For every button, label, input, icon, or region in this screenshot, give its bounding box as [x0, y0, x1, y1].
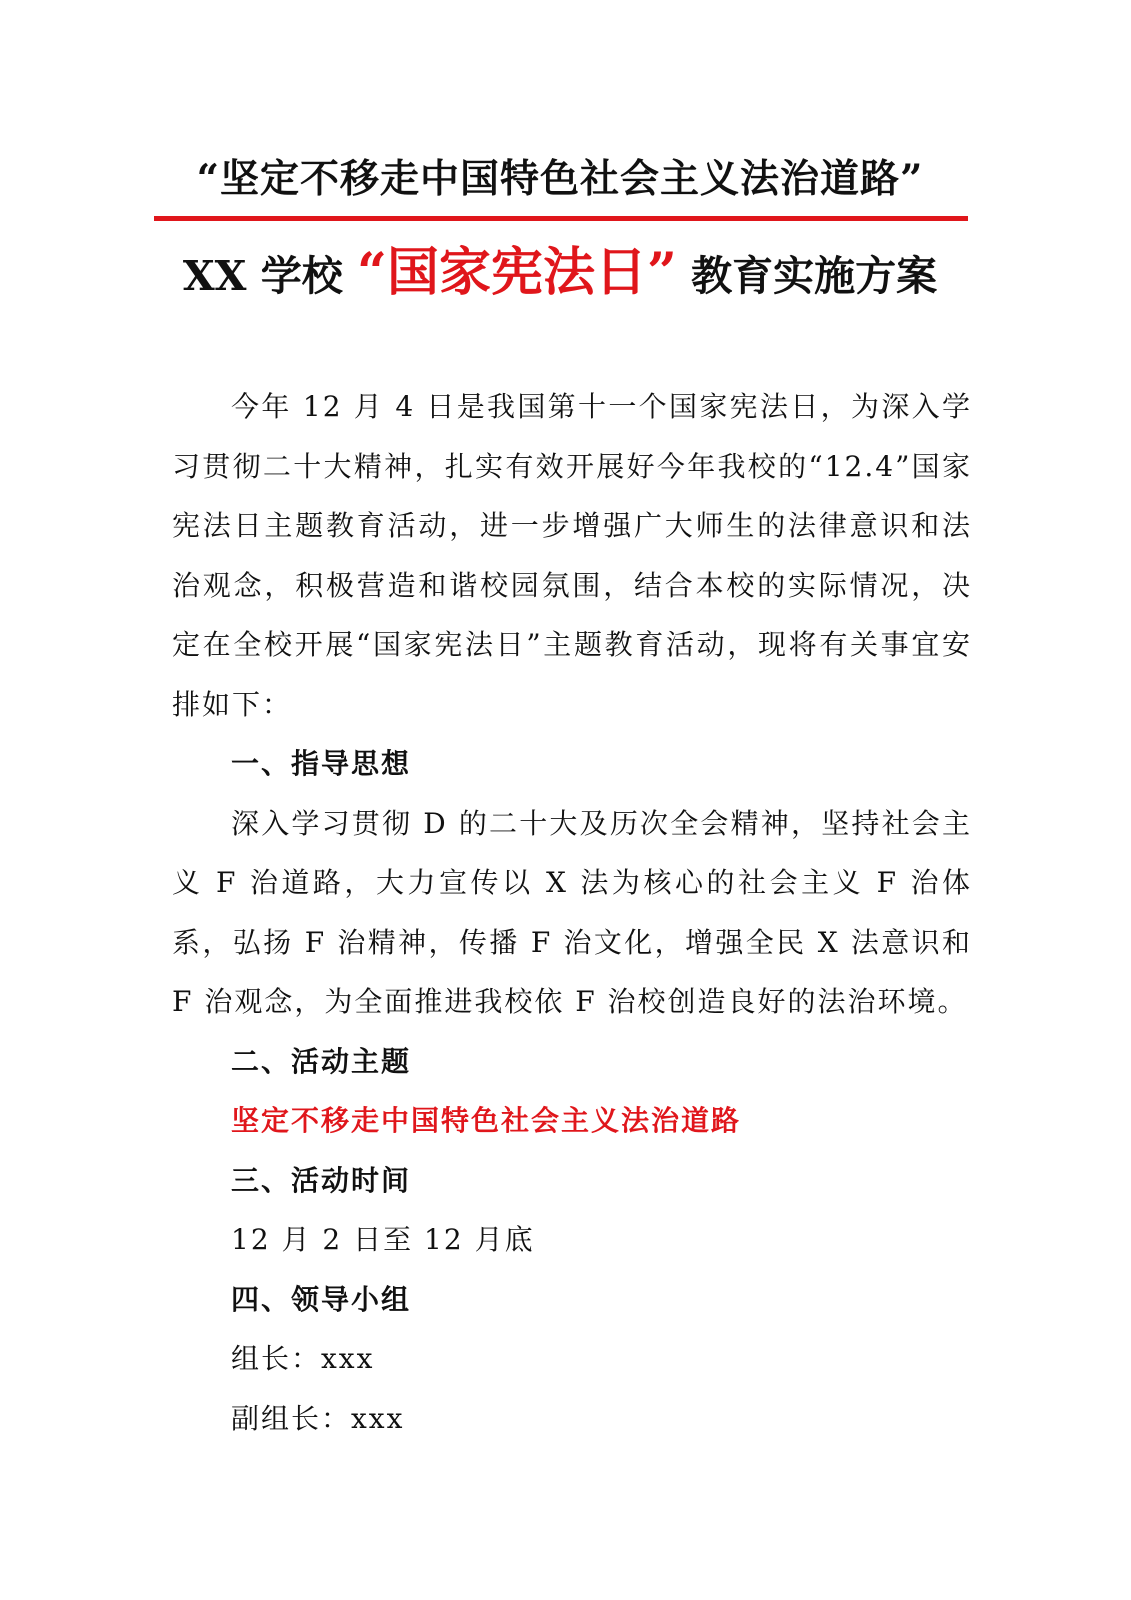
document-title-line-1: “坚定不移走中国特色社会主义法治道路” [196, 156, 924, 202]
document-title-line-2 [150, 238, 970, 311]
document-body [172, 377, 972, 1448]
section-heading-group: 四、领导小组 [231, 1282, 412, 1316]
deputy-leader-text: 副组长：xxx [231, 1401, 405, 1435]
guiding-paragraph: 深入学习贯彻 D 的二十大及历次全会精神，坚持社会主义 F 治道路，大力宣传以 X 法为核心的社会主义 F 治体系，弘扬 F 治精神，传播 F 治文化，增强全民 X 法意识和 F 治观念，为全面推进我校依 F 治校创造良好的法治环境。 [172, 806, 972, 1018]
theme-text: 坚定不移走中国特色社会主义法治道路 [231, 1104, 742, 1137]
intro-paragraph: 今年 12 月 4 日是我国第十一个国家宪法日，为深入学习贯彻二十大精神，扎实有效开展好今年我校的“12.4”国家宪法日主题教育活动，进一步增强广大师生的法律意识和法治观念，积极营造和谐校园氛围，结合本校的实际情况，决定在全校开展“国家宪法日”主题教育活动，现将有关事宜安排如下： [172, 390, 972, 721]
section-heading-time: 三、活动时间 [231, 1163, 412, 1197]
leader-text: 组长：xxx [231, 1342, 375, 1375]
section-heading-guiding: 一、指导思想 [231, 747, 412, 780]
title-highlight: “国家宪法日” [357, 242, 677, 303]
title-suffix: 教育实施方案 [691, 252, 938, 300]
section-heading-theme: 二、活动主题 [231, 1044, 412, 1078]
title-school-prefix: XX 学校 [182, 252, 343, 300]
title-red-rule [154, 216, 968, 221]
time-text: 12 月 2 日至 12 月底 [231, 1223, 535, 1256]
